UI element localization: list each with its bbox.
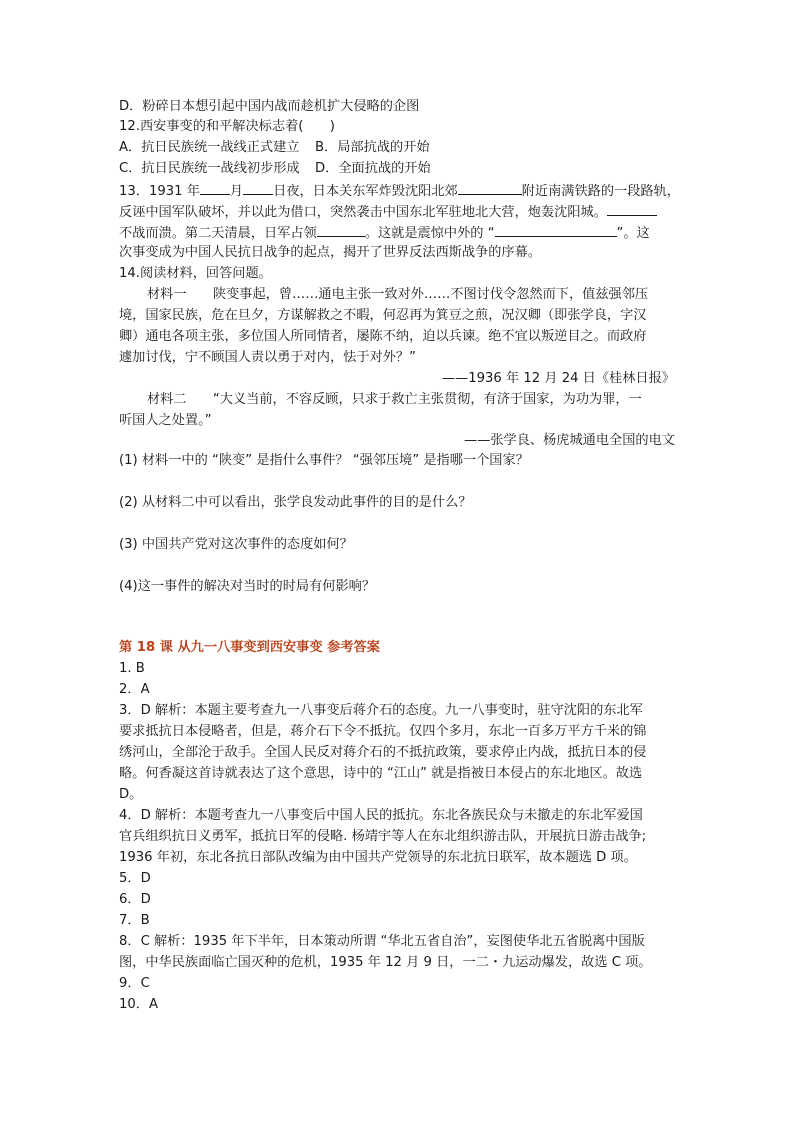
q14-material-2-line-2: 听国人之处置。” [119,413,212,428]
answer-8-line-2: 图，中华民族面临亡国灭种的危机，1935 年 12 月 9 日，一二・九运动爆发，故选 C 项。 [119,955,652,970]
fill-blank-event[interactable] [495,222,617,237]
q13-text: 月 [229,184,244,199]
q12-stem: 12.西安事变的和平解决标志着( ) [119,119,335,134]
q14-material-1-line-1: 材料一 陕变事起，曾……通电主张一致对外……不图讨伐令忽然而下，值兹强邻压 [147,287,649,302]
q14-material-2-source: ——张学良、杨虎城通电全国的电文 [464,433,675,448]
q12-option-c: C．抗日民族统一战线初步形成 [119,161,300,176]
answer-9: 9．C [119,976,150,991]
q11-option-d: D．粉碎日本想引起中国内战而趁机扩大侵略的企图 [119,99,420,114]
q13-line-3 [119,222,679,244]
q13-text: 反诬中国军队破坏，并以此为借口，突然袭击中国东北军驻地北大营，炮轰沈阳城。 [119,205,607,220]
q13-text: 13．1931 年 [119,184,200,199]
q12-option-a: A．抗日民族统一战线正式建立 [119,140,300,155]
q14-sub-question-1: (1) 材料一中的 “陕变” 是指什么事件？ “强邻压境” 是指哪一个国家？ [119,453,529,468]
q13-text: 。这就是震惊中外的 “ [364,226,495,241]
answer-7: 7．B [119,913,150,928]
answer-5: 5．D [119,871,151,886]
q12-option-d: D．全面抗战的开始 [315,161,431,176]
q12-options-row-2 [119,159,679,179]
answer-3-line-1: 3．D 解析：本题主要考查九一八事变后蒋介石的态度。九一八事变时，驻守沈阳的东北军 [119,703,643,718]
fill-blank-city[interactable] [317,222,365,237]
q14-material-1-line-3: 卿）通电各项主张，多位国人所同情者，屡陈不纳，迫以兵谏。绝不宜以叛逆目之。而政府 [119,329,647,344]
fill-blank-place[interactable] [458,180,522,195]
q13-line-1 [119,180,679,202]
q12-option-b: B．局部抗战的开始 [315,140,430,155]
answer-3-line-4: 略。何香凝这首诗就表达了这个意思，诗中的 “江山” 就是指被日本侵占的东北地区。故选 [119,766,643,781]
answer-2: 2．A [119,682,150,697]
answer-6: 6．D [119,892,151,907]
q14-sub-question-2: (2) 从材料二中可以看出，张学良发动此事件的目的是什么？ [119,495,472,510]
q14-material-2-line-1: 材料二 “大义当前，不容反顾，只求于救亡主张贯彻，有济于国家，为功为罪，一 [147,392,642,407]
answer-8-line-1: 8．C 解析：1935 年下半年，日本策动所谓 “华北五省自治”，妄图使华北五省脱离中国版 [119,934,645,949]
q13-text: 附近南满铁路的一段路轨， [521,184,680,199]
answer-4-line-3: 1936 年初，东北各抗日部队改编为由中国共产党领导的东北抗日联军，故本题选 D 项。 [119,850,637,865]
q14-sub-question-4: (4)这一事件的解决对当时的时局有何影响？ [119,579,376,594]
answer-3-line-2: 要求抵抗日本侵略者，但是，蒋介石下令不抵抗。仅四个多月，东北一百多万平方千米的锦 [119,724,647,739]
q14-material-1-source: ——1936 年 12 月 24 日《桂林日报》 [441,371,675,386]
q13-text: 日夜，日本关东军炸毁沈阳北郊 [273,184,458,199]
answer-3-line-3: 绣河山，全部沦于敌手。全国人民反对蒋介石的不抵抗政策，要求停止内战，抵抗日本的侵 [119,745,647,760]
answer-3-line-5: D。 [119,787,143,802]
q14-material-1-line-4: 遽加讨伐，宁不顾国人责以勇于对内，怯于对外？” [119,350,416,365]
answer-10: 10．A [119,997,158,1012]
q12-options-row-1 [119,138,679,158]
fill-blank-day[interactable] [243,180,273,195]
q13-line-2 [119,201,679,223]
answers-heading: 第 18 课 从九一八事变到西安事变 参考答案 [119,640,380,655]
fill-blank-month[interactable] [200,180,230,195]
q14-stem: 14.阅读材料，回答问题。 [119,266,272,281]
fill-blank-army[interactable] [607,201,657,216]
q13-line-4: 次事变成为中国人民抗日战争的起点，揭开了世界反法西斯战争的序幕。 [119,245,541,260]
q14-sub-question-3: (3) 中国共产党对这次事件的态度如何？ [119,537,353,552]
q13-text: 不战而溃。第二天清晨，日军占领 [119,226,317,241]
q14-material-1-line-2: 境，国家民族，危在旦夕，方谋解救之不暇，何忍再为箕豆之煎，况汉卿（即张学良，字汉 [119,308,647,323]
q13-text: ”。这 [616,226,650,241]
answer-1: 1. B [119,661,145,676]
answer-4-line-1: 4．D 解析：本题考查九一八事变后中国人民的抵抗。东北各族民众与未撤走的东北军爱国 [119,808,643,823]
answer-4-line-2: 官兵组织抗日义勇军，抵抗日军的侵略. 杨靖宇等人在东北组织游击队，开展抗日游击战争; [119,829,647,844]
